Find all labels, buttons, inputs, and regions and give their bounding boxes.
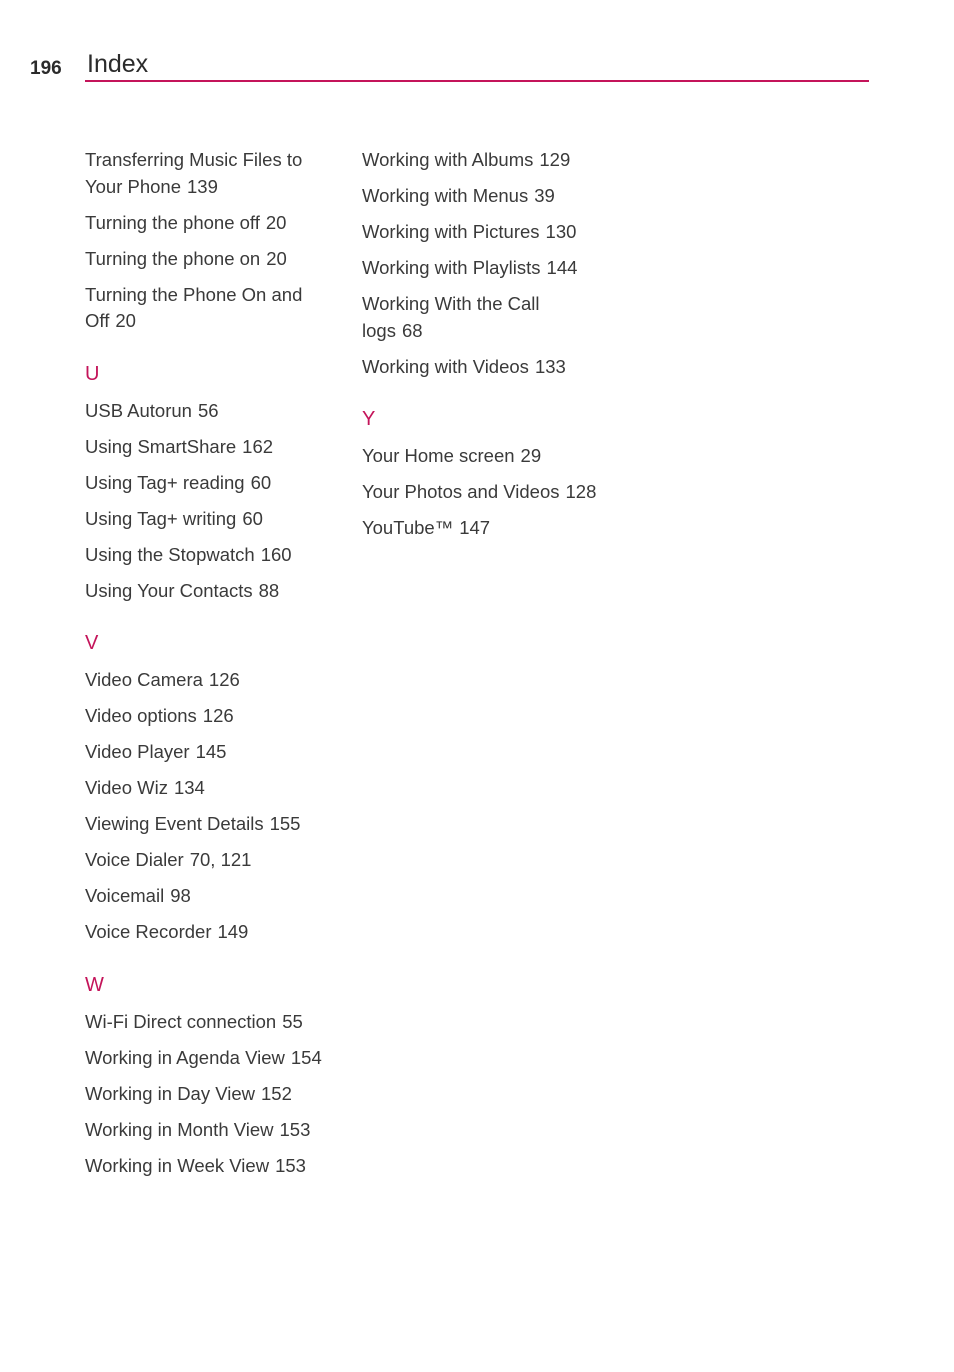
index-entry[interactable] [85, 398, 325, 425]
entry-pages: 149 [217, 921, 249, 942]
entry-pages: 39 [534, 185, 555, 206]
entry-pages: 152 [261, 1082, 292, 1104]
entry-term: Working in Agenda View [85, 1046, 285, 1068]
entry-term: Turning the phone off [85, 211, 260, 233]
entry-term: Working with Videos [362, 355, 529, 377]
entry-term: Working in Month View [85, 1118, 274, 1140]
index-entry[interactable] [362, 443, 602, 470]
index-entry[interactable] [85, 210, 325, 237]
entry-term: Working with Albums [362, 149, 534, 170]
entry-term: Voice Recorder [85, 921, 212, 942]
entry-pages: 162 [242, 435, 274, 457]
entry-pages: 60 [250, 471, 272, 493]
index-entry[interactable] [85, 1117, 325, 1144]
section-letter-v: V [85, 632, 99, 654]
section-letter-u: U [85, 362, 100, 385]
entry-term: Your Photos and Videos [362, 481, 560, 502]
entry-pages: 147 [459, 517, 491, 538]
entry-term: Using SmartShare [85, 435, 237, 457]
entry-pages: 126 [208, 669, 240, 690]
index-entry[interactable] [85, 1081, 325, 1108]
entry-pages: 134 [173, 777, 205, 798]
index-entry[interactable] [85, 434, 325, 461]
index-entry[interactable] [362, 515, 602, 542]
entry-pages: 20 [265, 211, 287, 233]
index-entry[interactable] [85, 282, 325, 335]
entry-term: Working in Week View [85, 1154, 270, 1176]
index-entry[interactable] [362, 479, 602, 506]
entry-pages: 60 [242, 507, 263, 529]
entry-pages: 126 [202, 705, 234, 726]
entry-pages: 145 [195, 741, 227, 762]
index-entry[interactable] [362, 147, 602, 174]
index-entry[interactable] [85, 470, 325, 497]
index-entry[interactable] [362, 219, 602, 246]
entry-term: Video Camera [85, 669, 203, 690]
index-entry[interactable] [85, 883, 325, 910]
entry-pages: 98 [170, 885, 191, 906]
index-entry[interactable] [362, 291, 602, 344]
entry-term: Video Player [85, 741, 190, 762]
entry-term: Transferring Music Files to Your Phone [85, 149, 303, 197]
index-entry[interactable] [85, 847, 325, 874]
index-entry[interactable] [85, 739, 325, 766]
entry-pages: 70, 121 [189, 849, 252, 870]
index-entry[interactable] [362, 255, 602, 282]
entry-pages: 29 [520, 445, 542, 466]
entry-term: Using the Stopwatch [85, 543, 255, 565]
entry-pages: 155 [269, 813, 301, 834]
entry-term: Using Tag+ reading [85, 471, 245, 493]
page-title: Index [87, 50, 149, 78]
index-entry[interactable] [362, 354, 602, 381]
entry-term: Working With the Call logs [362, 293, 540, 341]
entry-pages: 153 [275, 1154, 306, 1176]
entry-term: Video options [85, 705, 197, 726]
index-entry[interactable] [85, 578, 325, 605]
entry-term: Turning the phone on [85, 247, 261, 269]
entry-term: Working with Pictures [362, 221, 540, 242]
entry-pages: 144 [546, 257, 578, 278]
entry-pages: 130 [545, 221, 577, 242]
entry-pages: 56 [197, 399, 219, 421]
entry-term: Using Tag+ writing [85, 507, 237, 529]
entry-pages: 129 [539, 149, 571, 170]
index-column-left [85, 147, 325, 1189]
index-entry[interactable] [85, 1153, 325, 1180]
entry-term: Working with Playlists [362, 257, 541, 278]
entry-pages: 55 [282, 1010, 303, 1032]
index-entry[interactable] [362, 183, 602, 210]
entry-pages: 20 [266, 247, 287, 269]
index-entry[interactable] [85, 542, 325, 569]
entry-term: Working with Menus [362, 185, 529, 206]
index-entry[interactable] [85, 811, 325, 838]
title-rule [85, 80, 869, 82]
section-letter-w: W [85, 973, 104, 996]
entry-pages: 133 [534, 355, 566, 377]
entry-term: YouTube™ [362, 517, 454, 538]
index-entry[interactable] [85, 775, 325, 802]
entry-pages: 160 [260, 543, 292, 565]
entry-pages: 139 [187, 175, 218, 197]
index-entry[interactable] [85, 1009, 325, 1036]
entry-term: Your Home screen [362, 445, 515, 466]
entry-term: Turning the Phone On and Off [85, 283, 303, 331]
entry-term: Wi-Fi Direct connection [85, 1010, 277, 1032]
entry-term: Voicemail [85, 885, 165, 906]
entry-pages: 153 [279, 1118, 311, 1140]
section-letter-y: Y [362, 408, 376, 430]
entry-pages: 88 [258, 579, 280, 601]
index-entry[interactable] [85, 1045, 325, 1072]
index-entry[interactable] [85, 147, 325, 200]
entry-term: Voice Dialer [85, 849, 184, 870]
page-number: 196 [30, 58, 62, 79]
entry-term: Using Your Contacts [85, 579, 253, 601]
entry-term: Working in Day View [85, 1082, 255, 1104]
entry-pages: 128 [565, 481, 597, 502]
entry-pages: 20 [115, 310, 136, 331]
index-entry[interactable] [85, 667, 325, 694]
entry-term: USB Autorun [85, 399, 192, 421]
entry-pages: 68 [401, 319, 423, 341]
index-entry[interactable] [85, 703, 325, 730]
index-entry[interactable] [85, 506, 325, 533]
index-entry[interactable] [85, 919, 325, 946]
entry-term: Video Wiz [85, 777, 168, 798]
entry-pages: 154 [290, 1046, 322, 1068]
entry-term: Viewing Event Details [85, 813, 264, 834]
index-column-right [362, 147, 602, 551]
index-entry[interactable] [85, 246, 325, 273]
